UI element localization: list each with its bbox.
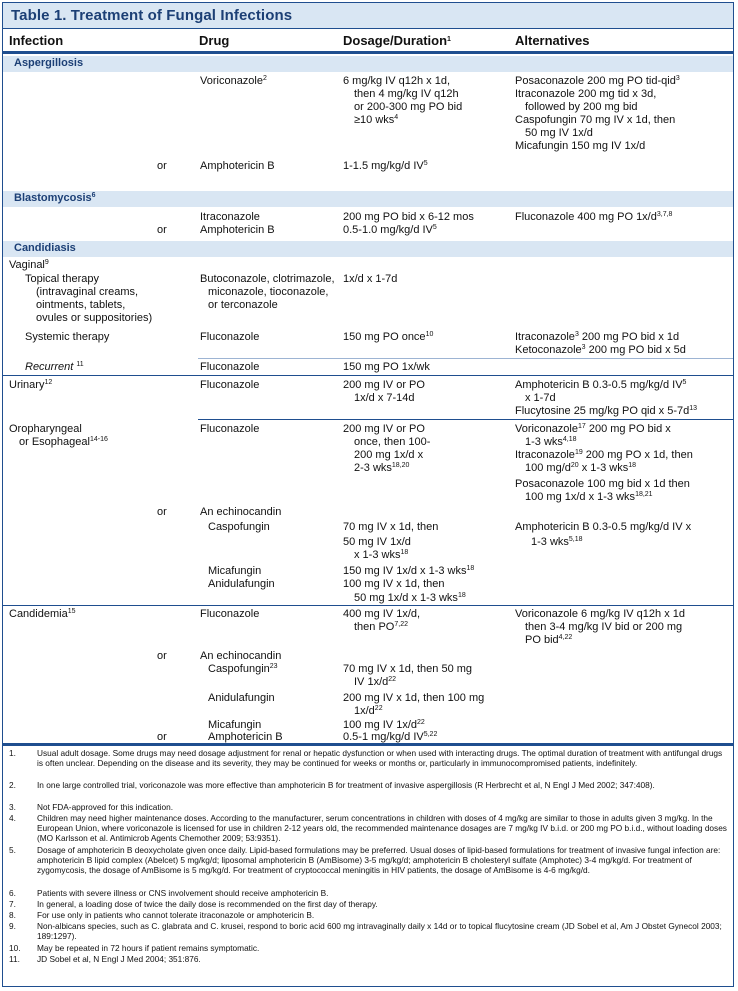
alt-line: 100 mg 1x/d x 1-3 wks$^{18,21}$ bbox=[525, 491, 653, 503]
infection-line: Oropharyngeal bbox=[9, 423, 82, 435]
dose-line: 400 mg IV 1x/d, bbox=[343, 608, 421, 620]
alt-line: Posaconazole 200 mg PO tid-qid$^3$ bbox=[515, 75, 680, 87]
dose-line: 100 mg IV $1x/d^{22}$ bbox=[343, 719, 425, 731]
alt-line: then 3-4 mg/kg IV bid or 200 mg bbox=[525, 621, 683, 633]
drug-line: Butoconazole, clotrimazole, bbox=[200, 273, 335, 285]
row-divider bbox=[3, 605, 733, 606]
alt-line: Voriconazole 6 mg/kg IV q12h x 1d bbox=[515, 608, 685, 620]
alt-line: Fluconazole 400 mg PO $1x/d^{3,7,8}$ bbox=[515, 211, 673, 223]
drug-fluconazole: Fluconazole bbox=[200, 361, 260, 373]
header-infection: Infection bbox=[9, 33, 64, 48]
dose-line: 150 mg PO once$^{10}$ bbox=[343, 331, 434, 343]
section-band bbox=[3, 191, 733, 207]
drug-amphotericin: Amphotericin B bbox=[200, 224, 275, 236]
alt-line: 1-3 wks$^{5,18}$ bbox=[531, 536, 583, 548]
infection-line: ointments, tablets, bbox=[36, 299, 126, 311]
dose-line: $1x/d^{22}$ bbox=[354, 705, 383, 717]
dose-line: 1x/d x 1-7d bbox=[343, 273, 398, 285]
dose-line: ≥10 wks$^4$ bbox=[354, 114, 399, 126]
row-divider bbox=[3, 375, 733, 376]
alt-line: Flucytosine 25 mg/kg PO qid x $5-7d^{13}$ bbox=[515, 405, 698, 417]
alt-line: Itraconazole 200 mg tid x 3d, bbox=[515, 88, 657, 100]
drug-fluconazole: Fluconazole bbox=[200, 423, 260, 435]
dose-line: 50 mg 1x/d x 1-3 wks$^{18}$ bbox=[354, 592, 466, 604]
or-label: or bbox=[157, 506, 167, 518]
alt-line: PO bid$^{4,22}$ bbox=[525, 634, 573, 646]
drug-echinocandin: An echinocandin bbox=[200, 650, 282, 662]
dose-line: 2-3 wks$^{18,20}$ bbox=[354, 462, 410, 474]
dose-line: once, then 100- bbox=[354, 436, 431, 448]
alt-line: Caspofungin 70 mg IV x 1d, then bbox=[515, 114, 676, 126]
alt-line: 50 mg IV 1x/d bbox=[525, 127, 593, 139]
alt-line: Amphotericin B 0.3-0.5 mg/kg/d IV x bbox=[515, 521, 692, 533]
drug-fluconazole: Fluconazole bbox=[200, 379, 260, 391]
alt-line: 100 $mg/d^{20}$ x 1-3 wks$^{18}$ bbox=[525, 462, 636, 474]
drug-anidulafungin: Anidulafungin bbox=[208, 578, 275, 590]
dose-line: 0.5-1 mg/kg/d IV$^{5,22}$ bbox=[343, 731, 438, 743]
or-label: or bbox=[157, 224, 167, 236]
drug-amphotericin: Amphotericin B bbox=[200, 160, 275, 172]
infection-line: Systemic therapy bbox=[25, 331, 110, 343]
dose-line: then 4 mg/kg IV q12h bbox=[354, 88, 459, 100]
dose-line: 0.5-1.0 mg/kg/d $IV^5$ bbox=[343, 224, 437, 236]
infection-line: or Esophageal$^{14-16}$ bbox=[19, 436, 108, 448]
drug-amphotericin: Amphotericin B bbox=[208, 731, 283, 743]
dose-line: x 1-3 wks$^{18}$ bbox=[354, 549, 409, 561]
dose-line: 70 mg IV x 1d, then bbox=[343, 521, 439, 533]
dose-line: 150 mg IV 1x/d x 1-3 wks$^{18}$ bbox=[343, 565, 475, 577]
section-blastomycosis: Blastomycosis$^6$ bbox=[14, 192, 96, 204]
drug-caspofungin: Caspofungin bbox=[208, 521, 270, 533]
or-label: or bbox=[157, 650, 167, 662]
drug-echinocandin: An echinocandin bbox=[200, 506, 282, 518]
alt-line: Itraconazole$^3$ 200 mg PO bid x 1d bbox=[515, 331, 680, 343]
dose-line: 70 mg IV x 1d, then 50 mg bbox=[343, 663, 473, 675]
dose-line: 200 mg PO bid x 6-12 mos bbox=[343, 211, 474, 223]
section-band bbox=[3, 56, 733, 72]
alt-line: x 1-7d bbox=[525, 392, 556, 404]
dose-line: 1-1.5 mg/kg/d $IV^5$ bbox=[343, 160, 428, 172]
alt-line: Posaconazole 100 mg bid x 1d then bbox=[515, 478, 690, 490]
infection-candidemia: Candidemia$^{15}$ bbox=[9, 608, 76, 620]
section-aspergillosis: Aspergillosis bbox=[14, 57, 84, 69]
alt-line: followed by 200 mg bid bbox=[525, 101, 638, 113]
table-title: Table 1. Treatment of Fungal Infections bbox=[11, 7, 293, 24]
title-bar bbox=[3, 3, 733, 29]
or-label: or bbox=[157, 731, 167, 743]
drug-anidulafungin: Anidulafungin bbox=[208, 692, 275, 704]
dose-line: 200 mg IV x 1d, then 100 mg bbox=[343, 692, 485, 704]
alt-line: Micafungin 150 mg IV 1x/d bbox=[515, 140, 646, 152]
dose-line: 100 mg IV x 1d, then bbox=[343, 578, 445, 590]
section-band bbox=[3, 241, 733, 257]
row-divider bbox=[198, 358, 733, 359]
dose-line: 200 mg IV or PO bbox=[343, 423, 425, 435]
dose-line: 6 mg/kg IV q12h x 1d, bbox=[343, 75, 451, 87]
dose-line: 200 mg IV or PO bbox=[343, 379, 425, 391]
header-alternatives: Alternatives bbox=[515, 33, 590, 48]
header-dosage: Dosage/Duration$^1$ bbox=[343, 33, 451, 48]
dose-line: or 200-300 mg PO bid bbox=[354, 101, 463, 113]
row-divider bbox=[198, 419, 733, 420]
dose-line: 50 mg IV 1x/d bbox=[343, 536, 411, 548]
infection-line: Topical therapy bbox=[25, 273, 99, 285]
drug-voriconazole: Voriconazole$^2$ bbox=[200, 75, 267, 87]
drug-line: miconazole, tioconazole, bbox=[208, 286, 329, 298]
alt-line: Voriconazole$^{17}$ 200 mg PO bid x bbox=[515, 423, 671, 435]
dose-line: IV $1x/d^{22}$ bbox=[354, 676, 397, 688]
infection-line: ovules or suppositories) bbox=[36, 312, 153, 324]
alt-line: Amphotericin B 0.3-0.5 mg/kg/d $IV^5$ bbox=[515, 379, 687, 391]
infection-recurrent: Recurrent $^{11}$ bbox=[25, 361, 84, 373]
infection-vaginal: Vaginal$^9$ bbox=[9, 259, 49, 271]
dose-line: 150 mg PO 1x/wk bbox=[343, 361, 430, 373]
header-drug: Drug bbox=[199, 33, 230, 48]
column-header-row bbox=[3, 29, 733, 54]
section-candidiasis: Candidiasis bbox=[14, 242, 76, 254]
dose-line: 1x/d x 7-14d bbox=[354, 392, 415, 404]
table-frame: Table 1. Treatment of Fungal Infections Infection Drug Dosage/Duration$^1$ Alternatives Aspergillosis Voriconazole$^2$ 6 mg/kg IV q12h x 1d, then 4 mg/kg IV q12h or 200-300 mg PO bid ≥10 wks$^4$ Posaconazole 200 mg PO tid-qid$^3$ Itraconazole 200 mg tid x 3d, followed by 200 mg bid Caspofungin 70 mg IV x 1d, then 50 mg IV 1x/d Micafungin 150 mg IV 1x/d or Amphotericin B 1-1.5 mg/kg/d $IV^5$ Blastomycosis$^6$ Itraconazole 200 mg PO bid x 6-12 mos Fluconazole 400 mg PO $1x/d^{3,7,8}$ or Amphotericin B 0.5-1.0 mg/kg/d $IV^5$ Candidiasis Vaginal$^9$ Topical therapy (intravaginal creams, ointments, tablets, ovules or suppositories) Butoconazole, clotrimazole, miconazole, tioconazole, or terconazole 1x/d x 1-7d Systemic therapy Fluconazole 150 mg PO once$^{10}$ Itraconazole$^3$ 200 mg PO bid x 1d Ketoconazole$^3$ 200 mg PO bid x 5d Recurrent $^{11}$ Fluconazole 150 mg PO 1x/wk Urinary$^{12}$ Fluconazole 200 mg IV or PO 1x/d x 7-14d Amphotericin B 0.3-0.5 mg/kg/d $IV^5$ x 1-7d Flucytosine 25 mg/kg PO qid x $5-7d^{13}$ Oropharyngeal or Esophageal$^{14-16}$ Fluconazole 200 mg IV or PO once, then 100- 200 mg 1x/d x 2-3 wks$^{18,20}$ Voriconazole$^{17}$ 200 mg PO bid x 1-3 wks$^{4,18}$ Itraconazole$^{19}$ 200 mg PO x 1d, then 100 $mg/d^{20}$ x 1-3 wks$^{18}$ Posaconazole 100 mg bid x 1d then 100 mg 1x/d x 1-3 wks$^{18,21}$ or An echinocandin Caspofungin 70 mg IV x 1d, then 50 mg IV 1x/d x 1-3 wks$^{18}$ Amphotericin B 0.3-0.5 mg/kg/d IV x 1-3 wks$^{5,18}$ Micafungin 150 mg IV 1x/d x 1-3 wks$^{18}$ Anidulafungin 100 mg IV x 1d, then 50 mg 1x/d x 1-3 wks$^{18}$ Candidemia$^{15}$ Fluconazole 400 mg IV 1x/d, then PO$^{7,22}$ Voriconazole 6 mg/kg IV q12h x 1d then 3-4 mg/kg IV bid or 200 mg PO bid$^{4,22}$ or An echinocandin Caspofungin$^{23}$ 70 mg IV x 1d, then 50 mg IV $1x/d^{22}$ Anidulafungin 200 mg IV x 1d, then 100 mg $1x/d^{22}$ Micafungin 100 mg IV $1x/d^{22}$ or Amphotericin B 0.5-1 mg/kg/d IV$^{5,22}$ 1. Usual adult dosage. Some drugs may need dosage adjustment for renal or hepatic dysfunction or when used with interacting drugs. The optimal duration of treatment with antifungal drugs is often unclear. Depending on the disease and its severity, they may be continued for weeks or months or, particularly in immunocompromised patients, indefinitely. 2. In one large controlled trial, voriconazole was more effective than amphotericin B for treatment of invasive aspergillosis (R Herbrecht et al, N Engl J Med 2002; 347:408). 3. Not FDA-approved for this indication. 4. Children may need higher maintenance doses. According to the manufacturer, serum concentrations in children with doses of 4 mg/kg are similar to those in adults given 3 mg/kg. In the European Union, where voriconazole is licensed for use in children 2-12 years old, the recommended maintenance dosages are 7 mg/kg IV b.i.d. or 200 mg PO b.i.d., without loading doses (MO Karlsson et al. Antimicrob Agents Chemother 2009; 53:9351). 5. Dosage of amphotericin B deoxycholate given once daily. Lipid-based formulations may be preferred. Usual doses of lipid-based formulations for treatment of invasive fungal infection are: amphotericin B lipid complex (Abelcet) 5 mg/kg/d; liposomal amphotericin B (AmBisome) 3-5 mg/kg/d; amphotericin B cholesteryl sulfate (Amphotec) 3-4 mg/kg/d. For treatment of zygomycosis, the dosage of AmBisome is 5 mg/kg/d. For treatment of cryptococcal meningitis in HIV patients, the dosage of AmBisome is 4-6 mg/kg/d. 6. Patients with severe illness or CNS involvement should receive amphotericin B. 7. In general, a loading dose of twice the daily dose is recommended on the first day of therapy. 8. For use only in patients who cannot tolerate itraconazole or amphotericin B. 9. Non-albicans species, such as C. glabrata and C. krusei, respond to boric acid 600 mg intravaginally daily x 14d or to topical flucytosine cream (JD Sobel et al, Am J Obstet Gynecol 2003; 189:1297). 10. May be repeated in 72 hours if patient remains symptomatic. 11. JD Sobel et al, N Engl J Med 2004; 351:876. bbox=[2, 2, 734, 987]
drug-fluconazole: Fluconazole bbox=[200, 331, 260, 343]
or-label: or bbox=[157, 160, 167, 172]
dose-line: 200 mg 1x/d x bbox=[354, 449, 424, 461]
dose-line: then PO$^{7,22}$ bbox=[354, 621, 408, 633]
infection-urinary: Urinary$^{12}$ bbox=[9, 379, 53, 391]
drug-micafungin: Micafungin bbox=[208, 719, 262, 731]
drug-micafungin: Micafungin bbox=[208, 565, 262, 577]
drug-itraconazole: Itraconazole bbox=[200, 211, 260, 223]
alt-line: Ketoconazole$^3$ 200 mg PO bid x 5d bbox=[515, 344, 686, 356]
alt-line: Itraconazole$^{19}$ 200 mg PO x 1d, then bbox=[515, 449, 693, 461]
infection-line: (intravaginal creams, bbox=[36, 286, 139, 298]
drug-caspofungin: Caspofungin$^{23}$ bbox=[208, 663, 278, 675]
footnote-divider bbox=[3, 743, 733, 746]
alt-line: 1-3 wks$^{4,18}$ bbox=[525, 436, 577, 448]
drug-fluconazole: Fluconazole bbox=[200, 608, 260, 620]
drug-line: or terconazole bbox=[208, 299, 278, 311]
